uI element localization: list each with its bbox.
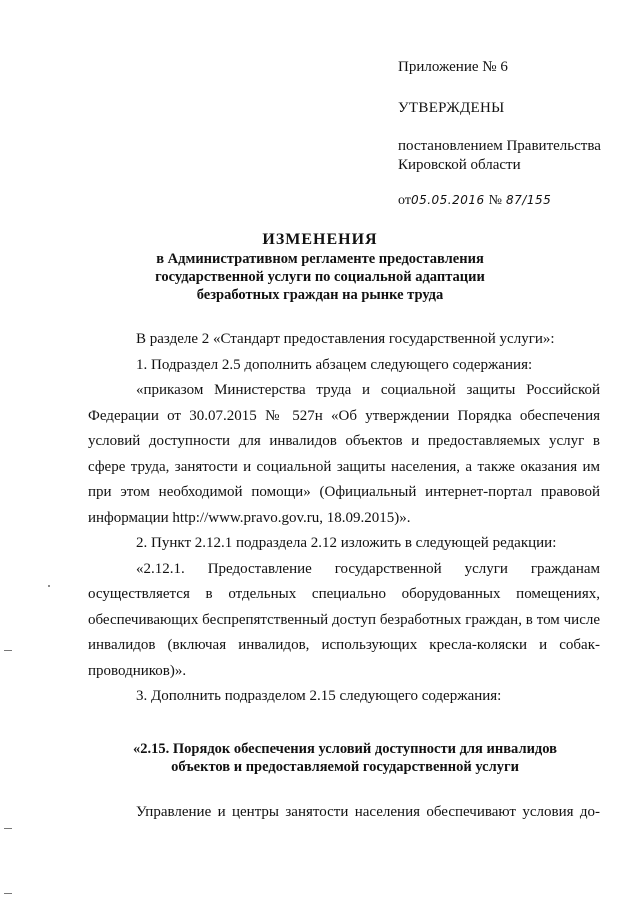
paragraph-quote-2-12-1: «2.12.1. Предоставление государственной услуги гражданам осуществляется в отдельных специально оборудованных помещениях, обеспечивающих беспрепятственный доступ безработных граждан, в том числе инвалидов (включая инвалидов, использующих кресла-коляски и собак-проводников)». [88,560,600,679]
date-prefix: от [398,193,411,208]
paragraph-item-3: 3. Дополнить подразделом 2.15 следующего содержания: [136,688,502,704]
subsection-heading [110,740,580,776]
scan-edge-mark [4,893,12,894]
title-line-2: государственной услуги по социальной адаптации [155,269,485,285]
decree-line-1: постановлением Правительства [398,138,601,154]
decree-date-line [398,191,628,210]
decree-line-2: Кировской области [398,157,521,173]
title-main: ИЗМЕНЕНИЯ [262,231,378,248]
approved-label: УТВЕРЖДЕНЫ [398,100,505,116]
subsection-heading-line-2: объектов и предоставляемой государственной услуги [171,759,519,775]
handwritten-date: 05.05.2016 [410,193,485,207]
paragraph-item-2: 2. Пункт 2.12.1 подраздела 2.12 изложить в следующей редакции: [136,535,557,551]
approval-block [398,58,628,210]
scan-speck [48,585,50,587]
document-body [88,327,600,710]
decree-reference [398,137,628,175]
scan-edge-mark [4,828,12,829]
handwritten-number: 87/155 [506,193,552,207]
appendix-number: Приложение № 6 [398,59,508,75]
paragraph-item-1: 1. Подраздел 2.5 дополнить абзацем следующего содержания: [136,356,533,373]
continuation-line: Управление и центры занятости населения обеспечивают условия до- [136,804,600,820]
title-line-3: безработных граждан на рынке труда [196,287,444,303]
document-continuation [88,800,600,825]
number-sign: № [488,193,503,208]
paragraph-quote-order: «приказом Министерства труда и социальной защиты Российской Федерации от 30.07.2015 № 527н «Об утверждении Порядка обеспечения условий доступности для инвалидов объектов и предоставляемых услуг в сфере труда, занятости и социальной защиты населения, а также оказания им при этом необходимой помощи» (Официальный интернет-портал правовой информации http://www.pravo.gov.ru, 18.09.2015)». [88,382,600,526]
paragraph-section-2: В разделе 2 «Стандарт предоставления государственной услуги»: [136,331,555,347]
title-line-1: в Административном регламенте предоставления [156,251,484,267]
scan-edge-mark [4,650,12,651]
document-title [110,231,530,304]
subsection-heading-line-1: «2.15. Порядок обеспечения условий доступности для инвалидов [133,741,557,757]
